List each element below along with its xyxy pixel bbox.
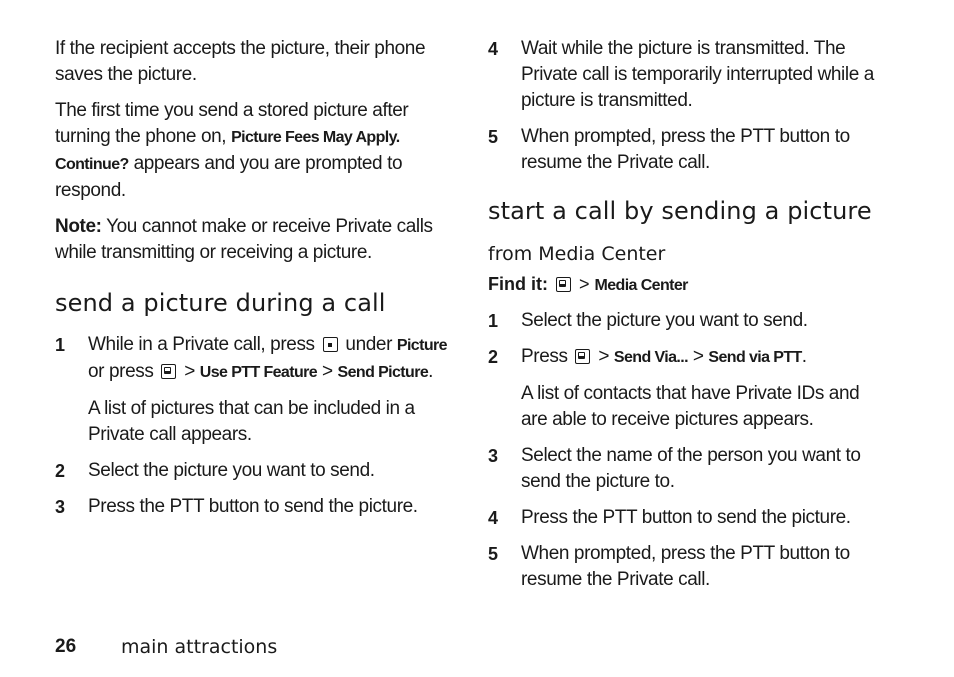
left-column xyxy=(55,36,447,530)
step-number: 1 xyxy=(488,311,499,331)
step-number: 5 xyxy=(488,544,499,564)
step-subtext: A list of pictures that can be included in a Private call appears. xyxy=(88,398,415,445)
page-number: 26 xyxy=(55,636,77,657)
step-subtext: A list of contacts that have Private IDs and are able to receive pictures appears. xyxy=(521,383,860,430)
step-number: 3 xyxy=(488,446,499,466)
find-it-label: Find it: xyxy=(488,274,548,294)
step-item: 1 Select the picture you want to send. xyxy=(488,308,888,334)
note-paragraph: Note: You cannot make or receive Private calls while transmitting or receiving a picture. xyxy=(55,216,433,263)
menu-key-icon xyxy=(161,364,176,379)
right-column xyxy=(488,36,888,603)
step-item: 2 Press > Send Via... > Send via PTT. A list of contacts that have Private IDs and are able to receive pictures appears. xyxy=(488,344,888,433)
step-number: 5 xyxy=(488,127,499,147)
step-number: 2 xyxy=(55,461,66,481)
menu-key-icon xyxy=(556,277,571,292)
find-it-path: Find it: > Media Center xyxy=(488,274,688,294)
step-item: 5 When prompted, press the PTT button to resume the Private call. xyxy=(488,541,888,593)
step-item: 4 Press the PTT button to send the picture. xyxy=(488,505,888,531)
paragraph-first-time: The first time you send a stored picture after turning the phone on, Picture Fees May Apply. Continue? appears and you are prompted to respond. xyxy=(55,100,409,201)
step-number: 1 xyxy=(55,335,66,355)
footer-section-name: main attractions xyxy=(121,636,278,658)
step-item: 4 Wait while the picture is transmitted. The Private call is temporarily interrupted while a picture is transmitted. xyxy=(488,36,888,114)
step-number: 4 xyxy=(488,39,499,59)
display-text-picture-fees: Picture Fees May Apply. Continue? xyxy=(55,129,400,173)
note-label: Note: xyxy=(55,216,102,237)
step-item: 5 When prompted, press the PTT button to resume the Private call. xyxy=(488,124,888,176)
menu-key-icon xyxy=(575,349,590,364)
step-item: 1 While in a Private call, press under Picture or press > Use PTT Feature > Send Picture. A list of pictures that can be included in a Private call appears. xyxy=(55,332,447,448)
step-item: 3 Press the PTT button to send the picture. xyxy=(55,494,447,520)
section-heading-start-call-by-picture: start a call by sending a picture xyxy=(488,197,872,225)
paragraph-recipient: If the recipient accepts the picture, their phone saves the picture. xyxy=(55,38,426,85)
step-number: 3 xyxy=(55,497,66,517)
step-number: 2 xyxy=(488,347,499,367)
step-item: 3 Select the name of the person you want to send the picture to. xyxy=(488,443,888,495)
section-heading-send-picture-during-call: send a picture during a call xyxy=(55,289,386,317)
center-select-key-icon xyxy=(323,337,338,352)
step-item: 2 Select the picture you want to send. xyxy=(55,458,447,484)
step-number: 4 xyxy=(488,508,499,528)
subheading-media-center: from Media Center xyxy=(488,243,666,265)
